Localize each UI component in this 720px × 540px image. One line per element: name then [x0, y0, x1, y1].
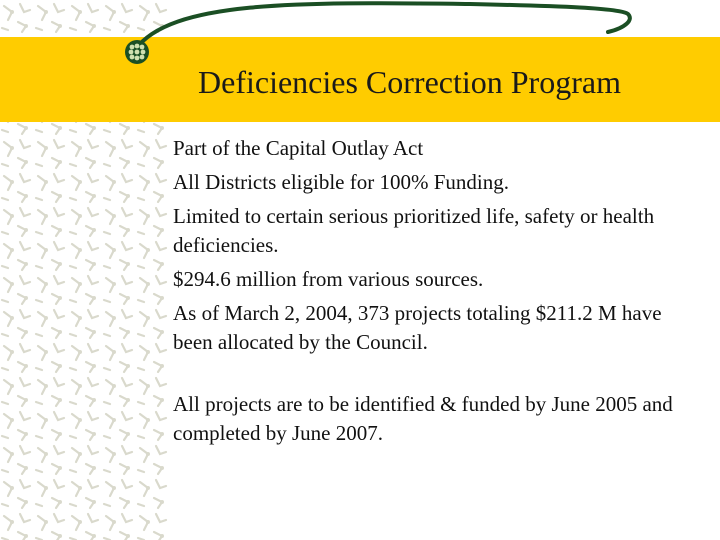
paragraph-limitation: Limited to certain serious prioritized life, safety or health deficiencies. — [173, 204, 655, 257]
paragraph-funding-sources: $294.6 million from various sources. — [173, 267, 484, 291]
paragraph-allocations: As of March 2, 2004, 373 projects totaling $211.2 M have been allocated by the Council. — [173, 301, 662, 354]
paragraph-deadlines: All projects are to be identified & funded by June 2005 and completed by June 2007. — [173, 392, 673, 445]
title-bullet-icon — [123, 38, 151, 66]
paragraph-eligibility: All Districts eligible for 100% Funding. — [173, 170, 509, 194]
slide-body — [173, 134, 703, 453]
slide-title: Deficiencies Correction Program — [198, 64, 621, 100]
title-swoosh — [0, 0, 720, 70]
paragraph-capital-outlay: Part of the Capital Outlay Act — [173, 136, 424, 160]
